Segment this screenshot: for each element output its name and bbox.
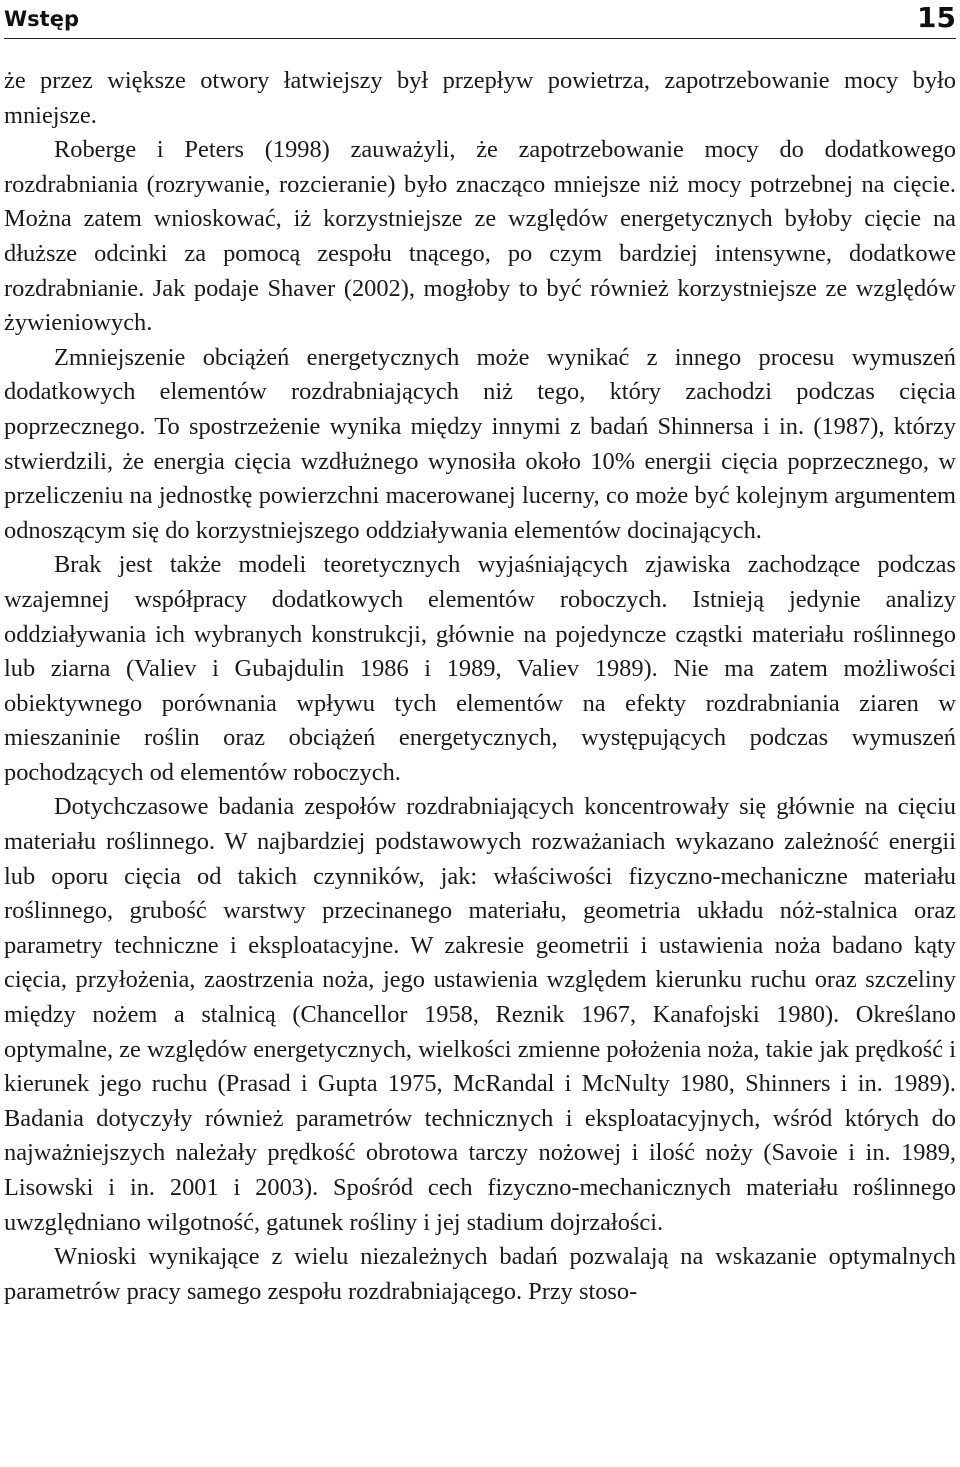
- paragraph: Roberge i Peters (1998) zauważyli, że zapotrzebowanie mocy do dodatkowego rozdrabniania (rozrywanie, rozcieranie) było znacząco mniejsze niż mocy potrzebnej na cięcie. Można zatem wnioskować, iż korzystniejsze ze względów energetycznych byłoby cięcie na dłuższe odcinki za pomocą zespołu tnącego, po czym bardziej intensywne, dodatkowe rozdrabnianie. Jak podaje Shaver (2002), mogłoby to być również korzystniejsze ze względów żywieniowych.: [4, 136, 956, 337]
- paragraph-continuation: że przez większe otwory łatwiejszy był przepływ powietrza, zapotrzebowanie mocy było mniejsze.: [4, 67, 956, 129]
- paragraph: Brak jest także modeli teoretycznych wyjaśniających zjawiska zachodzące podczas wzajemnej współpracy dodatkowych elementów roboczych. Istnieją jedynie analizy oddziaływania ich wybranych konstrukcji, głównie na pojedyncze cząstki materiału roślinnego lub ziarna (Valiev i Gubajdulin 1986 i 1989, Valiev 1989). Nie ma zatem możliwości obiektywnego porównania wpływu tych elementów na efekty rozdrabniania ziaren w mieszaninie roślin oraz obciążeń energetycznych, występujących podczas wymuszeń pochodzących od elementów roboczych.: [4, 551, 956, 786]
- running-header: [4, 0, 956, 39]
- page-number: 15: [917, 1, 956, 34]
- section-title: Wstęp: [4, 7, 79, 31]
- body-text: [4, 64, 956, 1309]
- paragraph: Wnioski wynikające z wielu niezależnych badań pozwalają na wskazanie optymalnych parametrów pracy samego zespołu rozdrabniającego. Przy stoso-: [4, 1243, 956, 1305]
- paragraph: Dotychczasowe badania zespołów rozdrabniających koncentrowały się głównie na cięciu materiału roślinnego. W najbardziej podstawowych rozważaniach wykazano zależność energii lub oporu cięcia od takich czynników, jak: właściwości fizyczno-mechaniczne materiału roślinnego, grubość warstwy przecinanego materiału, geometria układu nóż-stalnica oraz parametry techniczne i eksploatacyjne. W zakresie geometrii i ustawienia noża badano kąty cięcia, przyłożenia, zaostrzenia noża, jego ustawienia względem kierunku ruchu oraz szczeliny między nożem a stalnicą (Chancellor 1958, Reznik 1967, Kanafojski 1980). Określano optymalne, ze względów energetycznych, wielkości zmienne położenia noża, takie jak prędkość i kierunek jego ruchu (Prasad i Gupta 1975, McRandal i McNulty 1980, Shinners i in. 1989). Badania dotyczyły również parametrów technicznych i eksploatacyjnych, wśród których do najważniejszych należały prędkość obrotowa tarczy nożowej i ilość noży (Savoie i in. 1989, Lisowski i in. 2001 i 2003). Spośród cech fizyczno-mechanicznych materiału roślinnego uwzględniano wilgotność, gatunek rośliny i jej stadium dojrzałości.: [4, 793, 956, 1236]
- paragraph: Zmniejszenie obciążeń energetycznych może wynikać z innego procesu wymuszeń dodatkowych elementów rozdrabniających niż tego, który zachodzi podczas cięcia poprzecznego. To spostrzeżenie wynika między innymi z badań Shinnersa i in. (1987), którzy stwierdzili, że energia cięcia wzdłużnego wynosiła około 10% energii cięcia poprzecznego, w przeliczeniu na jednostkę powierzchni macerowanej lucerny, co może być kolejnym argumentem odnoszącym się do korzystniejszego oddziaływania elementów docinających.: [4, 343, 956, 544]
